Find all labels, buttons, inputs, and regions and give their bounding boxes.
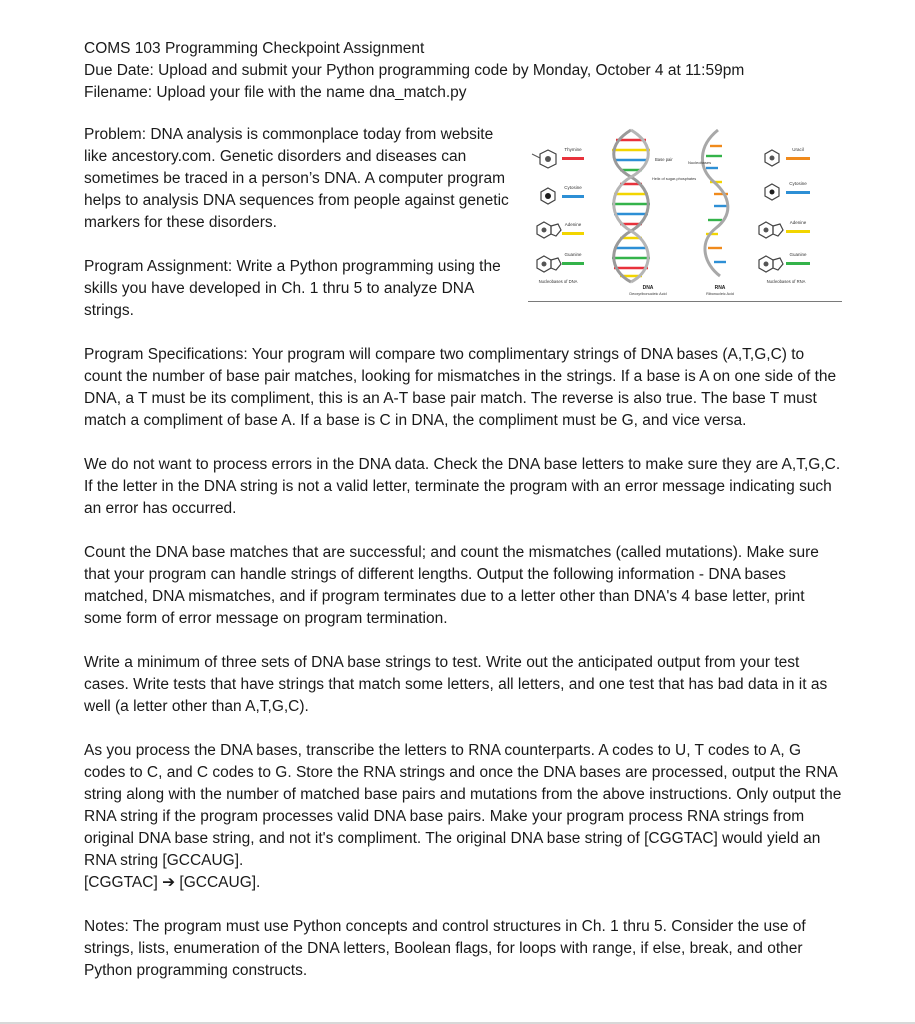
nucleobases-top-label: Nucleobases [688,160,712,165]
dna-rna-figure [528,124,842,306]
adenine-molecule-icon [537,222,584,238]
filename-instruction: Filename: Upload your file with the name dna_match.py [84,84,467,101]
rna-label: RNA [714,285,726,291]
counting-paragraph: Count the DNA base matches that are successful; and count the mismatches (called mutations). Make sure that your program can handle strings of different lengths. Output the following information - DNA bases matched, DNA mismatches, and if program terminates due to a letter other than DNA's 4 base letter, print some form of error message on program termination. [84,544,819,627]
nucleobases-dna-label: Nucleobases of DNA [538,279,578,284]
adenine-label-left: Adenine [564,222,582,227]
rna-helix-icon [688,130,734,296]
thymine-label: Thymine [564,147,582,152]
dna-helix-icon [612,130,696,296]
specifications-paragraph: Program Specifications: Your program will compare two complimentary strings of DNA bases (A,T,G,C) to count the number of base pair matches, looking for mismatches in the strings. If a base is A on one side of the DNA, a T must be its compliment, this is an A-T base pair match. The reverse is also true. The base T must match a compliment of base A. If a base is C in DNA, the compliment must be G, and vice versa. [84,346,837,429]
testing-paragraph: Write a minimum of three sets of DNA base strings to test. Write out the anticipated output from your test cases. Write tests that have strings that match some letters, all letters, and one test that has bad data in it as well (a letter other than A,T,G,C). [84,654,828,715]
guanine-label-right: Guanine [789,252,807,257]
dna-label: DNA [642,285,654,291]
assignment-title: COMS 103 Programming Checkpoint Assignment [84,40,425,57]
helix-backbone-label: Helix of sugar-phosphates [652,177,697,181]
rna-nucleobases-column [759,147,810,284]
dna-sublabel: Deoxyribonucleic Acid [629,292,667,296]
problem-paragraph: Problem: DNA analysis is commonplace today from website like ancestory.com. Genetic disorders and diseases can sometimes be traced in a person’s DNA. A computer program helps to analysis DNA sequences from people against genetic markers for these disorders. [84,126,509,231]
cytosine-molecule-icon [541,185,584,204]
adenine-rna-molecule-icon [759,220,810,238]
due-date: Due Date: Upload and submit your Python programming code by Monday, October 4 at 11:59pm [84,62,745,79]
example-original-dna: [CGGTAC] [84,874,158,891]
cytosine-label-left: Cytosine [564,185,582,190]
uracil-label: Uracil [792,147,804,152]
base-pair-label: Base pair [655,157,673,162]
assignment-paragraph: Program Assignment: Write a Python programming using the skills you have developed in Ch. 1 thru 5 to analyze DNA strings. [84,258,501,319]
rna-transcription-text: As you process the DNA bases, transcribe the letters to RNA counterparts. A codes to U, T codes to A, G codes to C, and C codes to G. Store the RNA strings and once the DNA bases are processed, output the RNA string along with the number of matched base pairs and mutations from the above instructions. Only output the RNA string if the program processes valid DNA base pairs. Make your program process RNA strings from original DNA base string, and not it's compliment. The original DNA base string of [CGGTAC] would yield an RNA string [GCCAUG]. [84,742,842,869]
guanine-label-left: Guanine [564,252,582,257]
rna-sublabel: Ribonucleic Acid [706,292,734,296]
notes-paragraph: Notes: The program must use Python concepts and control structures in Ch. 1 thru 5. Consider the use of strings, lists, enumeration of the DNA letters, Boolean flags, for loops with range, if else, break, and other Python programming constructs. [84,918,806,979]
right-arrow-icon: ➔ [162,874,176,891]
cytosine-rna-molecule-icon [765,181,810,200]
cytosine-label-right: Cytosine [789,181,807,186]
assignment-header [84,38,844,104]
uracil-molecule-icon [765,147,810,166]
rna-transcription-paragraph [84,740,844,894]
dna-nucleobases-column [532,147,584,284]
adenine-label-right: Adenine [789,220,807,225]
thymine-molecule-icon [532,147,584,168]
guanine-molecule-icon [537,252,584,272]
guanine-rna-molecule-icon [759,252,810,272]
assignment-body [84,344,844,1004]
nucleobases-rna-label: Nucleobases of RNA [766,279,806,284]
error-handling-paragraph: We do not want to process errors in the DNA data. Check the DNA base letters to make sure they are A,T,G,C. If the letter in the DNA string is not a valid letter, terminate the program with an error message indicating such an error has occurred. [84,456,841,517]
example-rna-result: [GCCAUG]. [179,874,261,891]
figure-divider [528,301,842,302]
